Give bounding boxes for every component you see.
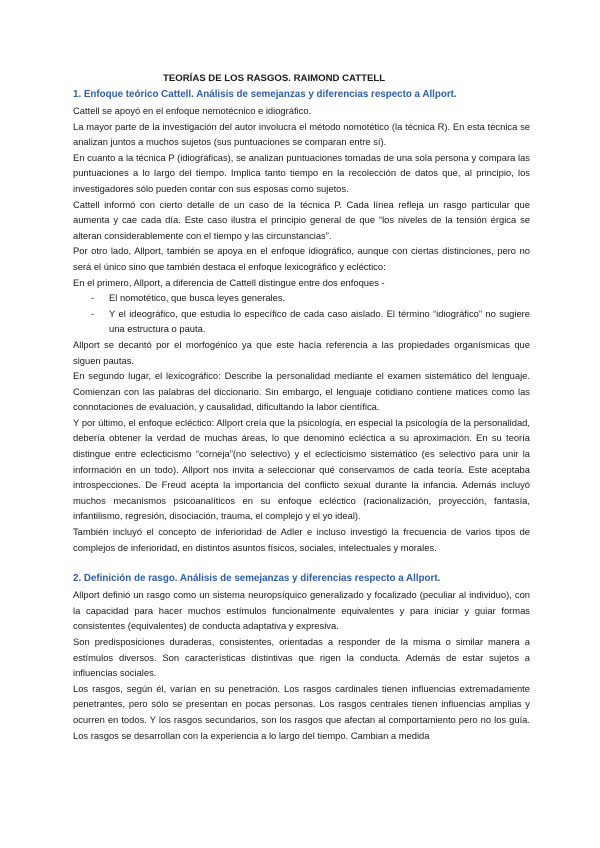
paragraph: La mayor parte de la investigación del autor involucra el método nomotético (la técnica R). En esta técnica se analizan juntos a muchos sujetos (sus puntuaciones se comparan entre sí). (73, 120, 530, 148)
dash-bullet: - (91, 307, 95, 319)
paragraph: En segundo lugar, el lexicográfico: Describe la personalidad mediante el examen sistemático del lenguaje. Comienzan con las palabras del diccionario. Sin embargo, el lenguaje cotidiano contiene matices como las connotaciones de evaluación, y causalidad, dificultando la labor científica. (73, 370, 530, 413)
paragraph: Son predisposiciones duraderas, consistentes, orientadas a responder de la misma o similar manera a estímulos diversos. Son características distintivas que rigen la conducta. Además de estar sujetos a influencias sociales. (73, 636, 530, 679)
dash-bullet: - (91, 292, 95, 304)
paragraph: Los rasgos, según él, varían en su penetración. Los rasgos cardinales tienen influencias extremadamente penetrantes, pero sólo se presentan en pocas personas. Los rasgos centrales tienen influencias amplias y ocurren en todos. Y los rasgos secundarios, son los rasgos que afectan al comportamiento pero no los guía. Los rasgos se desarrollan con la experiencia a lo largo del tiempo. Cambian a medida (73, 682, 530, 741)
paragraph: Y por último, el enfoque ecléctico: Allport creía que la psicología, en especial la psicología de la personalidad, debería obtener la verdad de muchas áreas, lo que denominó ecléctica a su aproximación. En su teoría distingue entre eclecticismo “corneja”(no selectivo) y el eclecticismo sistemático (es selectivo para unir la información en un todo). Allport nos invita a seleccionar qué conservamos de cada teoría. Este aceptaba introspecciones. De Freud acepta la importancia del conflicto sexual durante la infancia. Además incluyó muchos mecanismos psicoanalíticos en su enfoque ecléctico (racionalización, proyección, fantasía, infantilismo, regresión, disociación, trauma, el complejo y el yo ideal). (73, 416, 530, 522)
paragraph: Por otro lado, Allport, también se apoya en el enfoque idiográfico, aunque con ciertas distinciones, pero no será el único sino que también destaca el enfoque lexicográfico y ecléctico: (73, 245, 530, 272)
paragraph: También incluyó el concepto de inferioridad de Adler e incluso investigó la frecuencia de varios tipos de complejos de inferioridad, en distintos asuntos físicos, sociales, intelectuales y morales. (73, 526, 530, 553)
list-item-text: El nomotético, que busca leyes generales. (109, 292, 286, 304)
paragraph: En el primero, Allport, a diferencia de Cattell distingue entre dos enfoques - (73, 276, 385, 288)
paragraph: Allport definió un rasgo como un sistema neuropsíquico generalizado y focalizado (peculiar al individuo), con la capacidad para hacer muchos estímulos funcionalmente equivalentes y para iniciar y guiar formas consistentes (equivalentes) de conducta adaptativa y expresiva. (73, 589, 530, 632)
document-title: TEORÍAS DE LOS RASGOS. RAIMOND CATTELL (163, 73, 386, 84)
list-item (73, 306, 530, 337)
paragraph: Cattell informó con cierto detalle de un caso de la técnica P. Cada línea refleja un rasgo particular que aumenta y cae cada día. Este caso ilustra el principio general de que “los niveles de la tensión érgica se alteran considerablemente con el tiempo y las circunstancias”. (73, 198, 530, 241)
bullet-list (73, 290, 530, 337)
paragraph: Allport se decantó por el morfogénico ya que este hacía referencia a las propiedades organísmicas que siguen pautas. (73, 338, 530, 366)
paragraph: En cuanto a la técnica P (idiográficas), se analizan puntuaciones tomadas de una sola persona y compara las puntuaciones a lo largo del tiempo. Implica tanto tiempo en la recolección de datos que, al principio, los investigadores sólo pueden contar con sus esposas como sujetos. (73, 151, 530, 194)
list-item (73, 290, 530, 306)
section-2-heading: 2. Definición de rasgo. Análisis de semejanzas y diferencias respecto a Allport. (73, 573, 441, 585)
list-item-text: Y el ideográfico, que estudia lo específico de cada caso aislado. El término “idiográfico” no sugiere una estructura o pauta. (109, 307, 530, 335)
section-1-heading: 1. Enfoque teórico Cattell. Análisis de semejanzas y diferencias respecto a Allport. (73, 89, 457, 100)
paragraph: Cattell se apoyó en el enfoque nemotécnico e idiográfico. (73, 105, 312, 116)
